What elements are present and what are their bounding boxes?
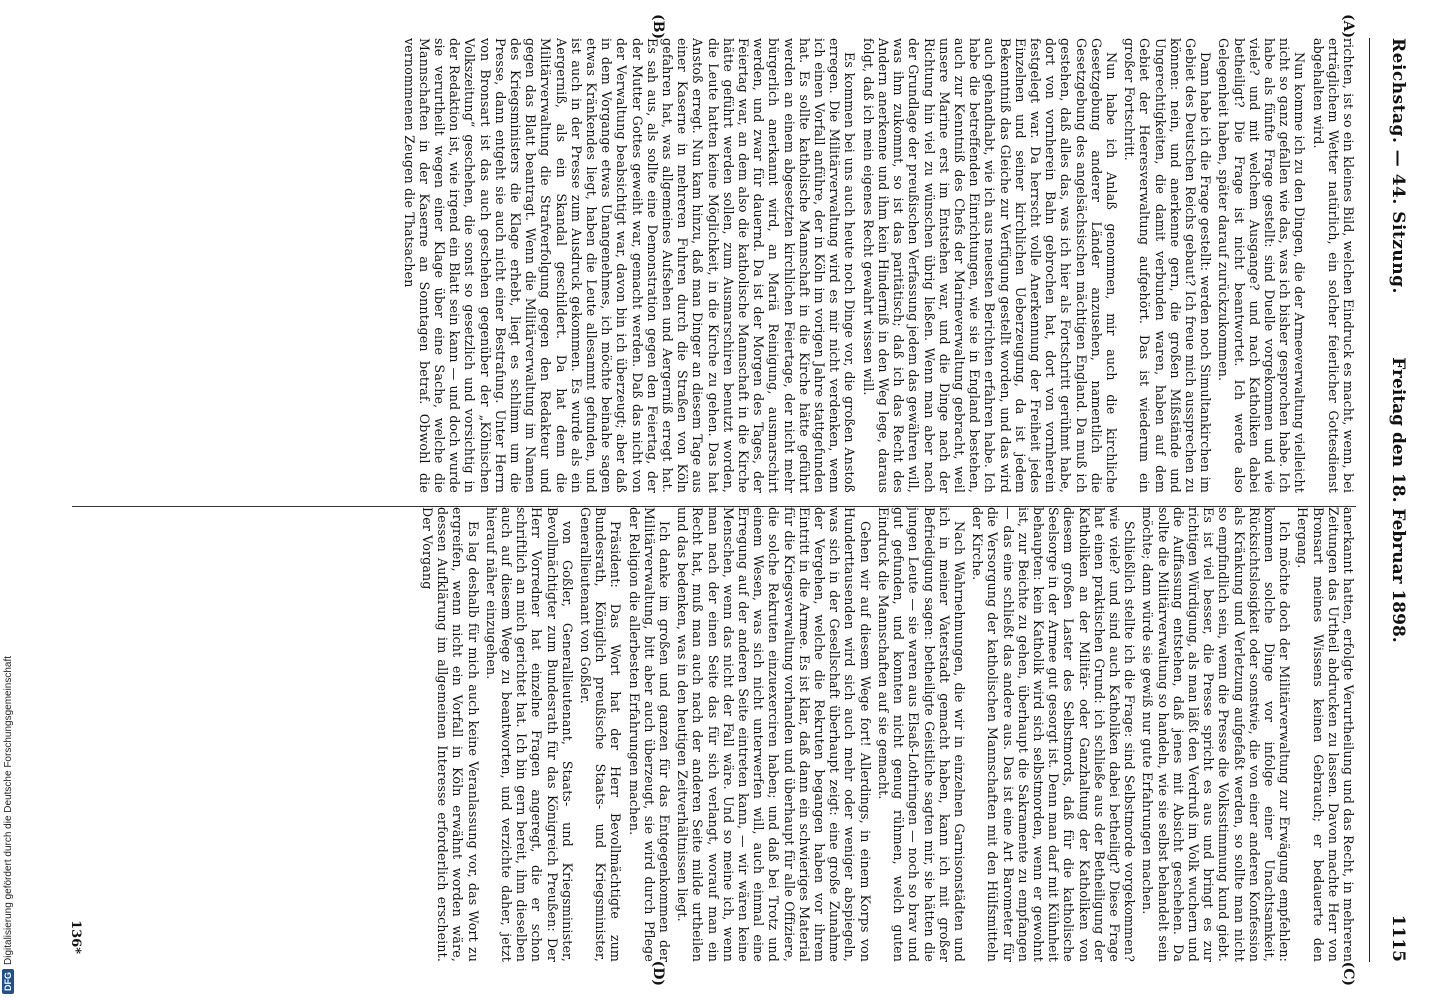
rotated-page <box>64 14 1414 986</box>
header-date: Freitag den 18. Februar 1898. <box>1388 357 1408 643</box>
paragraph: Nun habe ich Anlaß genommen, mir auch die kirchliche Gesetzgebung anderer Länder anzusehen, namentlich die Gesetzgebung des angelsächsischen mächtigen England. Da muß ich gestehen, daß alles das, was ich hier als Fortschritt gerühmt habe, dort von vornherein Bahn gebrochen hat, dort von vornherein festgelegt war. Da herrscht volle Anerkennung der Freiheit jedes Einzelnen und seiner kirchlichen Ueberzeugung, da ist jedem Bekenntniß das Gleiche zur Verfügung gestellt worden, und das wird auch gehandhabt, wie ich aus neuesten Berichten erfahren habe. Ich habe die betreffenden Einrichtungen, wie sie in England bestehen, auch zur Kenntniß des Chefs der Marineverwaltung gebracht, weil unsere Marine erst im Entstehen war, und die Dinge nach der Richtung hin viel zu wünschen übrig ließen. Wenn man aber nach der Grundlage der preußischen Verfassung jedem das gewähren will, was ihm zukommt, so ist das paritätisch; daß ich das Recht des Andern anerkenne und ihm kein Hinderniß in den Weg lege, daraus folgt, daß ich mein eigenes Recht gewahrt wissen will. <box>860 38 1119 493</box>
digitization-note <box>2 656 14 994</box>
page-header <box>1369 38 1414 962</box>
page-number: 1115 <box>1388 914 1408 962</box>
paragraph: von Goßler, Generallieutenant, Staats- und Kriegsminister, Bevollmächtigter zum Bundesrath für das Königreich Preußen: Der Herr Vorredner hat einzelne Fragen angeregt, die er schon schriftlich an mich gerichtet hat. Ich bin gern bereit, ihm dieselben auch auf diesem Wege zu beantworten, und verzichte daher, jetzt hierauf näher einzugehen. <box>483 507 575 962</box>
digitization-text: Digitalisierung gefördert durch die Deutsche Forschungsgemeinschaft <box>2 655 14 965</box>
margin-marker-d: (D) <box>650 960 666 986</box>
paragraph: anerkannt hatten, erfolgte Verurtheilung und das Recht, in mehreren Zeitungen das Urtheil abdrucken zu lassen. Davon machte Herr von Bronsart meines Wissens keinen Gebrauch; er bedauerte den Hergang. <box>1295 507 1356 962</box>
paragraph: Es lag deshalb für mich auch keine Veranlassung vor, das Wort zu ergreifen, wenn nicht ein Vorfall in Köln erwähnt worden wäre, dessen Aufklärung im allgemeinen Interesse erforderlich erscheint. Der Vorgang <box>420 507 481 962</box>
header-session: Reichstag. — 44. Sitzung. <box>1388 38 1408 294</box>
margin-marker-c: (C) <box>1340 961 1356 986</box>
text-columns <box>68 14 1356 986</box>
paragraph: Ich möchte doch der Militärverwaltung zur Erwägung empfehlen: kommen solche Dinge vor infolge einer Unachtsamkeit, Rücksichtslosigkeit oder sonstwie, die von einer anderen Konfession als Kränkung und Verletzung aufgefaßt werden, so sollte man nicht so empfindlich sein, wenn die Presse die Volksstimmung kund giebt. Es ist viel besser, die Presse spricht es aus und bringt es zur richtigen Würdigung, als man läßt den Verdruß im Volk wuchern und die Auffassung entstehen, daß jenes mit Absicht geschehen. Da sollte die Militärverwaltung so handeln, wie sie selbst behandelt sein möchte; dann würde sie gewiß nur gute Erfahrungen machen. <box>1140 507 1293 962</box>
paragraph: richten, ist so ein kleines Bild, welchen Eindruck es macht, wenn, bei erträglichem Wetter natürlich, ein solcher feierlicher Gottesdienst abgehalten wird. <box>1310 38 1356 493</box>
paragraph: Nun komme ich zu den Dingen, die der Armeeverwaltung vielleicht nicht so ganz gefallen wie das, was ich bisher gesprochen habe. Ich habe als fünfte Frage gestellt: sind Duelle vorgekommen und wie viele? und mit welchem Ausgange? und nach Katholiken dabei betheiligt? Die Frage ist nicht beantwortet. Ich werde also Gelegenheit haben, später darauf zurückzukommen. <box>1216 38 1308 493</box>
signature-mark: 136* <box>68 920 83 954</box>
paragraph: Präsident: Das Wort hat der Herr Bevollmächtigte zum Bundesrath, Königlich preußische Staats- und Kriegsminister, Generallieutenant von Goßler. <box>578 507 624 962</box>
paragraph: Ich danke im großen und ganzen für das Entgegenkommen der Militärverwaltung, bitt aber auch überzeugt, sie wird durch Pflege der Religion die allerbesten Erfahrungen machen. <box>626 507 673 962</box>
paragraph: Schließlich stellte ich die Frage: sind Selbstmorde vorgekommen? wie viele? und sind auch Katholiken dabei betheiligt? Diese Frage hat einen praktischen Grund: ich schließe aus der Betheiligung der Katholiken an der Militär- oder Ganzhaltung der Katholiken von diesem großen Laster des Selbstmords, daß für die katholische Seelsorge in der Armee gut gesorgt ist. Denn man darf mit Kühnheit behaupten: kein Katholik wird sich selbstmorden, wenn er gewohnt ist, zur Beichte zu gehen, überhaupt die Sakramente zu empfangen — das eine schließt das andere aus. Das ist eine Art Barometer für die Versorgung der katholischen Mannschaften mit den Hülfsmitteln der Kirche. <box>970 507 1138 962</box>
paragraph: Dann habe ich die Frage gestellt: werden noch Simultankirchen im Gebiet des Deutschen Reichs gebaut? Ich freue mich aussprechen zu können: nein, und anerkenne gern, die großen Mißstände und Ungerechtigkeiten, die damit verbunden waren, haben auf dem Gebiet der Heeresverwaltung aufgehört. Das ist wiederum ein großer Fortschritt. <box>1122 38 1214 493</box>
paragraph: Nach Wahrnehmungen, die wir in einzelnen Garnisonstädten und ich in meiner Vaterstadt gemacht haben, kann ich mit großer Befriedigung sagen: betheiligte Geistliche sagten mir, sie hätten die jungen Leute — sie waren aus Elsaß-Lothringen — noch so brav und gut gefunden, und konnten nicht genug rühmen, welch guten Eindruck die Mannschaften auf sie gemacht. <box>875 507 967 962</box>
dfg-logo: DFG <box>2 969 14 994</box>
paragraph: Es kommen bei uns auch heute noch Dinge vor, die großen Anstoß erregen. Die Militärverwaltung wird es mir nicht verdenken, wenn ich einen Vorfall anführe, der in Köln im vorigen Jahre stattgefunden hat. Es sollte katholische Mannschaft in die Kirche hätte geführt werden an einem abgesetzten kirchlichen Feiertage, der nicht mehr bürgerlich anerkannt wird, an Mariä Reinigung, ausmarschirt werden, und zwar für dauernd. Da ist der Morgen des Tages, der Feiertag war, an dem also die katholische Mannschaft in die Kirche hätte geführt werden sollen, zum Ausmarschiren benutzt worden, die Leute hatten keine Möglichkeit, in die Kirche zu gehen. Das hat Anstoß erregt. Nun kam hinzu, daß man Dinger an diesem Tage aus einer Kaserne in mehreren Fuhren durch die Straßen von Köln gefahren hat, was allgemeines Aufsehen und Aergerniß erregt hat. Es sah aus, als sollte eine Demonstration gegen den Feiertag, der der Mutter Gottes geweiht war, gemacht werden. Daß das nicht von der Verwaltung beabsichtigt war, davon bin ich überzeugt; aber daß in dem Vorgange etwas Unangenehmes, ich möchte beinahe sagen etwas Kränkendes liegt, haben die Leute allesammt gefunden, und ist auch in der Presse zum Ausdruck gekommen. Es wurde als ein Aergerniß, als ein Skandal geschildert. Da hat denn die Militärverwaltung die Strafverfolgung gegen den Redakteur und gegen das Blatt beantragt. Wenn die Militärverwaltung im Namen des Kriegsministers die Klage erhebt, liegt es schlimm um die Presse, dann entgeht sie auch nicht einer Bestrafung. Unter Herrn von Bronsart ist das auch geschehen gegenüber der „Kölnischen Volkszeitung“ geschehen, die sonst so gesetzlich und vorsichtig in der Redaktion ist, wie irgend ein Blatt sein kann — und doch wurde sie verurtheilt wegen einer Klage über eine Sache, welche die Mannschaften in der Kaserne an Sonntagen betraf. Obwohl die vernommenen Zeugen die Thatsachen <box>401 38 858 493</box>
left-column <box>72 38 1356 493</box>
margin-marker-b: (B) <box>650 14 666 40</box>
right-column <box>72 507 1356 962</box>
paragraph: Gehen wir auf diesem Wege fort! Allerdings, in einem Korps von Hunderttausenden wird sich auch mehr oder weniger abspiegeln, was sich in der Gesellschaft überhaupt zeigt: eine große Zunahme der Vergehen, welche die Rekruten begangen haben vor ihrem Eintritt in die Armee. Es ist klar, daß dann ein schwieriges Material für die Kriegsverwaltung vorhanden und überhaupt für alle Offiziere, die solche Rekruten einzuexerciren haben; und daß bei Trotz und einem Wesen, was sich nicht unterwerfen will, auch einmal eine Erregung auf der anderen Seite eintreten kann, — wir wären keine Menschen, wenn das nicht der Fall wäre. Und so meine ich, wenn man nach der einen Seite das für sich verlangt, worauf man ein Recht hat, muß man auch nach der anderen Seite milde urtheilen und das bedenken, was in den heutigen Zeitverhältnissen liegt. <box>675 507 873 962</box>
margin-marker-a: (A) <box>1340 14 1356 39</box>
